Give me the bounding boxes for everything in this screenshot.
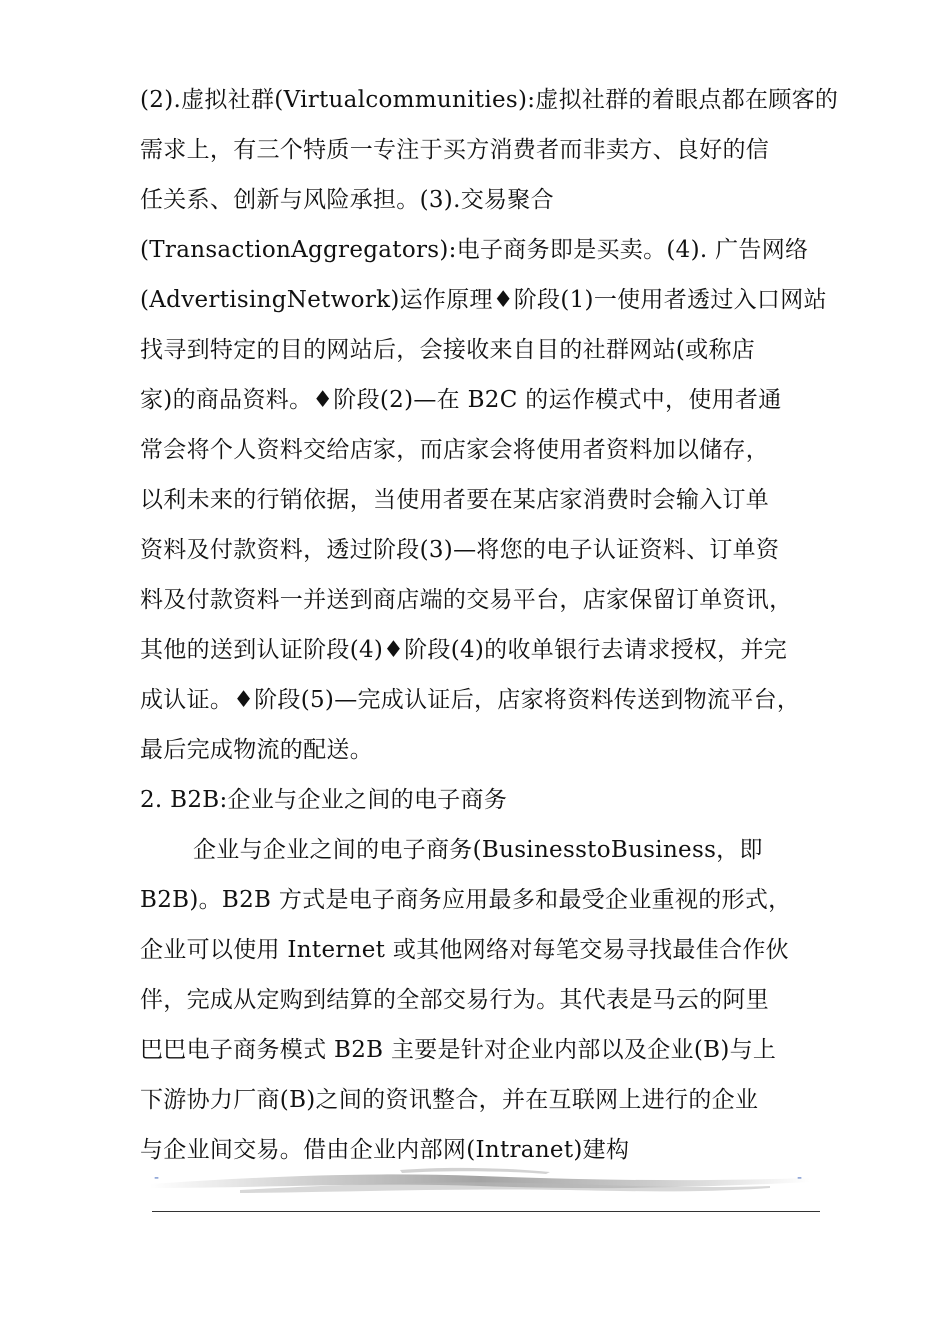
text-line: (AdvertisingNetwork)运作原理♦阶段(1)一使用者透过入口网站 [140, 287, 827, 313]
text-line: 巴巴电子商务模式 B2B 主要是针对企业内部以及企业(B)与上 [140, 1037, 777, 1063]
text-line: 与企业间交易。借由企业内部网(Intranet)建构 [140, 1137, 630, 1163]
text-line: (TransactionAggregators):电子商务即是买卖。(4). 广告网络 [140, 237, 809, 263]
text-line: 需求上，有三个特质一专注于买方消费者而非卖方、良好的信 [140, 137, 770, 163]
text-line: 家)的商品资料。♦阶段(2)—在 B2C 的运作模式中，使用者通 [140, 387, 782, 413]
text-line: 下游协力厂商(B)之间的资讯整合，并在互联网上进行的企业 [140, 1087, 759, 1113]
text-line: 其他的送到认证阶段(4)♦阶段(4)的收单银行去请求授权，并完 [140, 637, 788, 663]
footer-right-mark: - [797, 1170, 803, 1186]
section-heading: 2. B2B:企业与企业之间的电子商务 [140, 787, 508, 813]
footer-swoosh-decoration [150, 1162, 810, 1200]
text-line: 企业与企业之间的电子商务(BusinesstoBusiness，即 [193, 837, 763, 863]
text-line: 常会将个人资料交给店家，而店家会将使用者资料加以储存， [140, 437, 770, 463]
footer-left-mark: - [154, 1170, 160, 1186]
text-line: (2).虚拟社群(Virtualcommunities):虚拟社群的着眼点都在顾客的 [140, 87, 839, 113]
text-line: 资料及付款资料，透过阶段(3)—将您的电子认证资料、订单资 [140, 537, 780, 563]
text-line: 以利未来的行销依据，当使用者要在某店家消费时会输入订单 [140, 487, 770, 513]
text-line: 找寻到特定的目的网站后，会接收来自目的社群网站(或称店 [140, 337, 756, 363]
text-line: 伴，完成从定购到结算的全部交易行为。其代表是马云的阿里 [140, 987, 770, 1013]
text-line: 企业可以使用 Internet 或其他网络对每笔交易寻找最佳合作伙 [140, 937, 789, 963]
footer-divider [152, 1211, 820, 1212]
text-line: 最后完成物流的配送。 [140, 737, 373, 763]
text-line: 料及付款资料一并送到商店端的交易平台，店家保留订单资讯， [140, 587, 793, 613]
text-line: 任关系、创新与风险承担。(3).交易聚合 [140, 187, 554, 213]
text-line: 成认证。♦阶段(5)—完成认证后，店家将资料传送到物流平台， [140, 687, 801, 713]
text-line: B2B)。B2B 方式是电子商务应用最多和最受企业重视的形式， [140, 887, 792, 913]
